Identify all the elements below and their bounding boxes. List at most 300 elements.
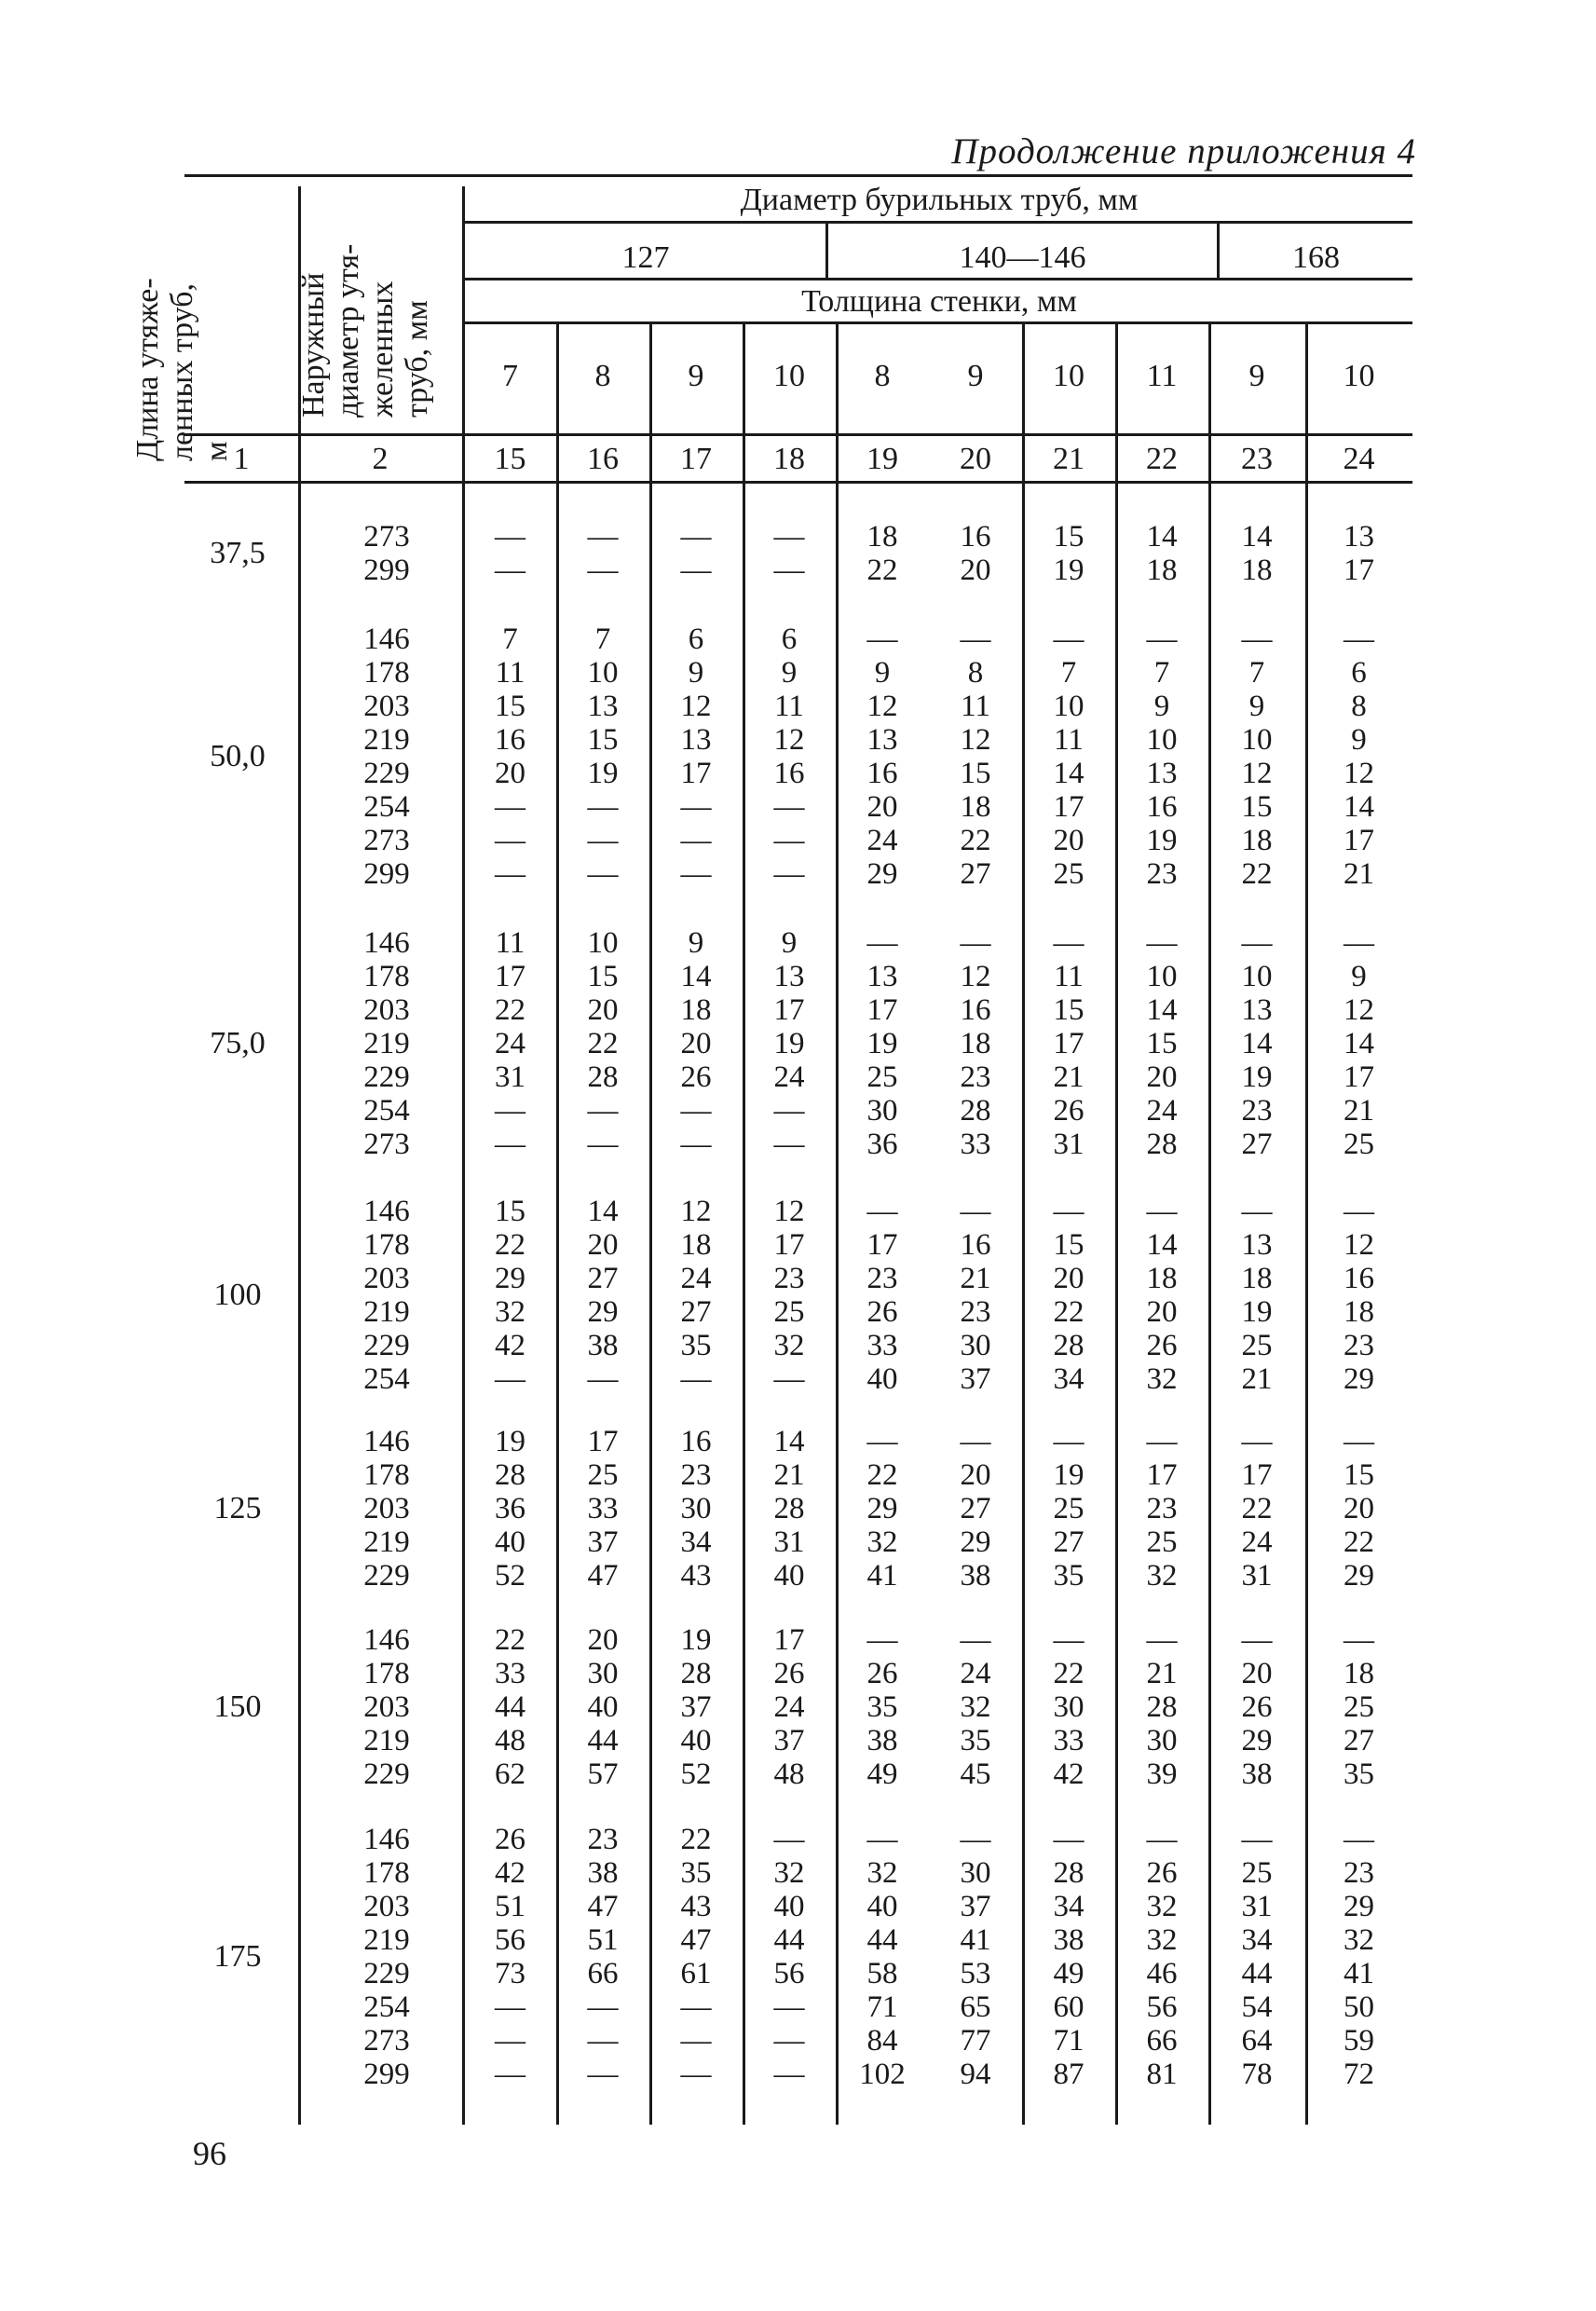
table-value: 56: [773, 1957, 805, 1990]
table-value: 58: [866, 1957, 898, 1990]
table-value: 44: [495, 1690, 525, 1724]
table-value: 18: [866, 520, 898, 554]
table-value: 20: [1146, 1295, 1178, 1329]
rule-wall: [464, 321, 1412, 324]
table-value: 77: [960, 2024, 991, 2058]
value-cell: [836, 1425, 929, 1593]
diameter-value: 299: [363, 2058, 410, 2091]
col-number-5: 18: [773, 442, 805, 476]
table-value: 12: [1344, 993, 1374, 1027]
table-value: 31: [773, 1525, 805, 1559]
table-value: 18: [1241, 1262, 1273, 1295]
table-value: 14: [1344, 790, 1374, 824]
table-value: 25: [1344, 1128, 1374, 1161]
value-cell: [743, 1823, 836, 2091]
table-value: 28: [587, 1060, 619, 1094]
table-value: 10: [1053, 690, 1084, 723]
table-value: 25: [1146, 1525, 1178, 1559]
table-value: 22: [866, 554, 898, 587]
table-value: —: [1344, 622, 1374, 656]
table-value: —: [1241, 622, 1273, 656]
table-value: 65: [960, 1990, 991, 2024]
value-cell: [1208, 622, 1305, 891]
table-value: 34: [1053, 1362, 1084, 1396]
value-cell: [836, 622, 929, 891]
table-value: 24: [495, 1027, 525, 1060]
table-value: 34: [680, 1525, 712, 1559]
table-value: —: [866, 1823, 898, 1856]
table-value: 38: [1053, 1923, 1084, 1957]
table-value: 15: [1053, 1228, 1084, 1262]
table-value: 23: [680, 1458, 712, 1492]
table-value: 23: [773, 1262, 805, 1295]
table-value: 10: [1241, 723, 1273, 757]
table-value: 11: [495, 656, 525, 690]
table-value: 18: [680, 1228, 712, 1262]
table-value: 29: [587, 1295, 619, 1329]
col1-title: Длина утяже- ленных труб, м: [130, 278, 234, 461]
rule-top: [184, 174, 1412, 177]
table-value: 23: [1146, 857, 1178, 891]
table-value: 21: [1146, 1657, 1178, 1690]
table-value: 42: [495, 1856, 525, 1890]
table-value: 30: [866, 1094, 898, 1128]
value-cell: [743, 1425, 836, 1593]
wall-2: 9: [688, 359, 704, 393]
rule-colnum: [184, 481, 1412, 484]
diameter-value: 273: [363, 2024, 410, 2058]
diameter-value: 178: [363, 656, 410, 690]
table-value: 24: [960, 1657, 991, 1690]
table-value: 17: [495, 960, 525, 993]
table-value: 22: [1241, 1492, 1273, 1525]
table-value: —: [495, 1990, 525, 2024]
table-value: 14: [1146, 993, 1178, 1027]
diameter-value: 229: [363, 1957, 410, 1990]
table-value: 24: [773, 1060, 805, 1094]
table-value: 38: [587, 1329, 619, 1362]
table-value: 31: [1241, 1890, 1273, 1923]
col-number-2: 15: [494, 442, 526, 476]
wall-7: 11: [1146, 359, 1178, 393]
table-value: 37: [587, 1525, 619, 1559]
table-value: 20: [587, 1623, 619, 1657]
value-cell: [464, 926, 556, 1161]
table-value: 7: [594, 622, 611, 656]
table-value: 21: [1344, 857, 1374, 891]
table-value: 13: [1241, 993, 1273, 1027]
table-value: 13: [680, 723, 712, 757]
wall-title: Толщина стенки, мм: [801, 284, 1077, 319]
table-value: 20: [960, 554, 991, 587]
table-value: —: [773, 1990, 805, 2024]
table-value: 17: [1344, 1060, 1374, 1094]
length-cell: 150: [213, 1689, 262, 1724]
table-value: 20: [495, 757, 525, 790]
diameter-value: 273: [363, 1128, 410, 1161]
diameter-value: 203: [363, 690, 410, 723]
value-cell: [743, 1195, 836, 1396]
table-value: 29: [866, 1492, 898, 1525]
table-value: 52: [495, 1559, 525, 1593]
table-value: 17: [773, 1228, 805, 1262]
table-value: 28: [1053, 1329, 1084, 1362]
table-value: 26: [1146, 1856, 1178, 1890]
table-value: 27: [960, 1492, 991, 1525]
value-cell: [743, 1623, 836, 1791]
table-value: 20: [1146, 1060, 1178, 1094]
table-value: 32: [1146, 1890, 1178, 1923]
value-cell: [556, 926, 649, 1161]
table-value: 62: [495, 1757, 525, 1791]
diameter-cell: [335, 622, 438, 891]
table-value: 57: [587, 1757, 619, 1791]
table-value: 15: [495, 690, 525, 723]
wall-0: 7: [502, 359, 518, 393]
table-value: 20: [587, 993, 619, 1027]
table-value: 31: [495, 1060, 525, 1094]
diameter-value: 229: [363, 1757, 410, 1791]
table-value: —: [960, 1425, 991, 1458]
value-cell: [929, 926, 1022, 1161]
table-value: 54: [1241, 1990, 1273, 2024]
wall-6: 10: [1053, 359, 1084, 393]
diameter-value: 146: [363, 926, 410, 960]
wall-5: 9: [967, 359, 984, 393]
table-value: —: [680, 857, 712, 891]
table-value: —: [1344, 926, 1374, 960]
table-value: 40: [587, 1690, 619, 1724]
value-cell: [1022, 926, 1115, 1161]
table-value: 10: [1241, 960, 1273, 993]
table-value: 20: [1241, 1657, 1273, 1690]
table-value: 16: [1344, 1262, 1374, 1295]
table-value: 48: [495, 1724, 525, 1757]
table-value: 42: [495, 1329, 525, 1362]
table-value: 49: [1053, 1957, 1084, 1990]
table-value: 22: [680, 1823, 712, 1856]
table-value: 15: [1053, 520, 1084, 554]
col-number-8: 21: [1053, 442, 1084, 476]
diameter-value: 178: [363, 1657, 410, 1690]
diameter-value: 254: [363, 790, 410, 824]
table-value: 27: [1344, 1724, 1374, 1757]
table-value: 25: [773, 1295, 805, 1329]
table-value: 20: [1053, 1262, 1084, 1295]
length-cell: 75,0: [210, 1026, 266, 1060]
table-value: 33: [960, 1128, 991, 1161]
table-value: —: [1053, 1195, 1084, 1228]
table-value: —: [1241, 926, 1273, 960]
table-value: —: [1344, 1823, 1374, 1856]
table-value: —: [1241, 1425, 1273, 1458]
table-value: 81: [1146, 2058, 1178, 2091]
table-value: 44: [773, 1923, 805, 1957]
table-value: 16: [960, 520, 991, 554]
table-value: 20: [1344, 1492, 1374, 1525]
table-value: 19: [680, 1623, 712, 1657]
diameter-value: 219: [363, 723, 410, 757]
table-value: 11: [774, 690, 804, 723]
table-value: —: [587, 1094, 619, 1128]
table-value: —: [960, 1823, 991, 1856]
table-value: 19: [1241, 1295, 1273, 1329]
table-value: 30: [587, 1657, 619, 1690]
value-cell: [556, 1425, 649, 1593]
table-value: 19: [1053, 1458, 1084, 1492]
table-value: 56: [1146, 1990, 1178, 2024]
value-cell: [649, 1823, 743, 2091]
table-value: 12: [1344, 1228, 1374, 1262]
col-number-4: 17: [680, 442, 712, 476]
table-value: —: [1053, 1425, 1084, 1458]
value-cell: [1305, 1623, 1412, 1791]
diameter-value: 203: [363, 1492, 410, 1525]
table-value: 26: [1241, 1690, 1273, 1724]
table-value: 16: [866, 757, 898, 790]
diameter-value: 219: [363, 1295, 410, 1329]
table-value: 22: [495, 1623, 525, 1657]
table-value: 12: [773, 1195, 805, 1228]
table-value: 23: [1344, 1856, 1374, 1890]
table-value: 31: [1053, 1128, 1084, 1161]
table-value: 44: [866, 1923, 898, 1957]
value-cell: [1115, 926, 1208, 1161]
table-value: 24: [773, 1690, 805, 1724]
table-value: 38: [1241, 1757, 1273, 1791]
table-value: —: [587, 2058, 619, 2091]
diameter-value: 203: [363, 1890, 410, 1923]
table-value: 33: [495, 1657, 525, 1690]
table-value: 87: [1053, 2058, 1084, 2091]
diameter-value: 146: [363, 622, 410, 656]
col-number-10: 23: [1241, 442, 1273, 476]
table-value: —: [773, 554, 805, 587]
table-value: 84: [866, 2024, 898, 2058]
diameter-value: 219: [363, 1724, 410, 1757]
table-value: —: [1241, 1823, 1273, 1856]
table-value: 23: [960, 1295, 991, 1329]
table-value: 26: [773, 1657, 805, 1690]
table-value: 22: [1053, 1295, 1084, 1329]
table-value: 24: [680, 1262, 712, 1295]
table-value: —: [1241, 1623, 1273, 1657]
value-cell: [556, 520, 649, 587]
length-cell: 175: [213, 1939, 262, 1974]
table-value: —: [866, 926, 898, 960]
value-cell: [929, 520, 1022, 587]
wall-4: 8: [874, 359, 891, 393]
table-value: —: [773, 1128, 805, 1161]
table-value: 28: [1146, 1128, 1178, 1161]
col-number-9: 22: [1146, 442, 1178, 476]
table-value: —: [1146, 1623, 1178, 1657]
table-value: 34: [1053, 1890, 1084, 1923]
table-value: 27: [587, 1262, 619, 1295]
value-cell: [836, 520, 929, 587]
table-value: —: [960, 1195, 991, 1228]
table-value: 10: [587, 656, 619, 690]
table-value: 25: [587, 1458, 619, 1492]
table-value: 66: [1146, 2024, 1178, 2058]
table-value: 32: [866, 1856, 898, 1890]
diameter-value: 178: [363, 1856, 410, 1890]
table-value: —: [1241, 1195, 1273, 1228]
diameter-value: 146: [363, 1195, 410, 1228]
table-value: 53: [960, 1957, 991, 1990]
table-value: 12: [1241, 757, 1273, 790]
table-value: 17: [773, 993, 805, 1027]
table-value: 35: [1053, 1559, 1084, 1593]
table-value: —: [587, 857, 619, 891]
table-value: 26: [1146, 1329, 1178, 1362]
table-value: 32: [1146, 1923, 1178, 1957]
table-value: 22: [1241, 857, 1273, 891]
value-cell: [464, 622, 556, 891]
table-value: 12: [773, 723, 805, 757]
table-value: 18: [1344, 1657, 1374, 1690]
table-value: 13: [1241, 1228, 1273, 1262]
table-value: 14: [1053, 757, 1084, 790]
table-value: 48: [773, 1757, 805, 1791]
value-cell: [1115, 622, 1208, 891]
table-value: 16: [1146, 790, 1178, 824]
table-value: 37: [960, 1890, 991, 1923]
table-value: —: [1146, 926, 1178, 960]
value-cell: [649, 1195, 743, 1396]
value-cell: [1022, 622, 1115, 891]
table-value: 44: [587, 1724, 619, 1757]
table-value: 20: [866, 790, 898, 824]
table-value: 31: [1241, 1559, 1273, 1593]
table-value: 15: [495, 1195, 525, 1228]
table-value: —: [495, 824, 525, 857]
table-value: —: [587, 1362, 619, 1396]
value-cell: [836, 1823, 929, 2091]
table-value: —: [866, 1425, 898, 1458]
table-value: 28: [773, 1492, 805, 1525]
table-value: 29: [866, 857, 898, 891]
table-value: 36: [495, 1492, 525, 1525]
table-value: 40: [495, 1525, 525, 1559]
table-value: —: [960, 926, 991, 960]
value-cell: [556, 1823, 649, 2091]
table-value: —: [1053, 926, 1084, 960]
table-value: 39: [1146, 1757, 1178, 1791]
diameter-cell: [335, 1823, 438, 2091]
table-value: —: [587, 520, 619, 554]
table-value: 9: [781, 926, 798, 960]
table-value: 16: [680, 1425, 712, 1458]
diameter-value: 178: [363, 1458, 410, 1492]
diameter-value: 146: [363, 1623, 410, 1657]
table-value: —: [495, 1362, 525, 1396]
diameter-value: 273: [363, 520, 410, 554]
wall-8: 9: [1248, 359, 1265, 393]
table-value: 16: [495, 723, 525, 757]
table-value: 29: [495, 1262, 525, 1295]
table-value: 66: [587, 1957, 619, 1990]
table-value: 17: [587, 1425, 619, 1458]
table-value: 16: [960, 1228, 991, 1262]
length-cell: 50,0: [210, 739, 266, 773]
diameter-value: 203: [363, 993, 410, 1027]
value-cell: [1305, 622, 1412, 891]
table-value: 26: [866, 1295, 898, 1329]
caption: Продолжение приложения 4: [951, 131, 1416, 171]
table-value: —: [680, 1094, 712, 1128]
table-value: 17: [680, 757, 712, 790]
table-value: 13: [1344, 520, 1374, 554]
table-value: 28: [680, 1657, 712, 1690]
table-value: 15: [960, 757, 991, 790]
table-value: 14: [587, 1195, 619, 1228]
diameter-value: 219: [363, 1525, 410, 1559]
table-value: 71: [866, 1990, 898, 2024]
table-value: 40: [773, 1559, 805, 1593]
table-value: 41: [866, 1559, 898, 1593]
table-value: 13: [866, 723, 898, 757]
table-value: 28: [495, 1458, 525, 1492]
value-cell: [1022, 1823, 1115, 2091]
table-value: 23: [866, 1262, 898, 1295]
value-cell: [464, 1823, 556, 2091]
col-number-0: 1: [233, 442, 250, 476]
col-number-3: 16: [587, 442, 619, 476]
table-value: 14: [1241, 520, 1273, 554]
table-value: 7: [502, 622, 518, 656]
table-value: 71: [1053, 2024, 1084, 2058]
table-value: 37: [680, 1690, 712, 1724]
table-value: 18: [960, 790, 991, 824]
table-value: 78: [1241, 2058, 1273, 2091]
table-value: 21: [960, 1262, 991, 1295]
value-cell: [1115, 1823, 1208, 2091]
table-value: —: [1053, 1823, 1084, 1856]
table-value: 60: [1053, 1990, 1084, 2024]
table-value: 11: [1054, 723, 1084, 757]
table-value: 16: [773, 757, 805, 790]
table-value: —: [680, 2058, 712, 2091]
diameter-value: 273: [363, 824, 410, 857]
table-value: —: [587, 1990, 619, 2024]
table-value: 50: [1344, 1990, 1374, 2024]
diameter-value: 178: [363, 960, 410, 993]
diameter-value: 299: [363, 857, 410, 891]
value-cell: [1208, 1425, 1305, 1593]
table-value: —: [495, 2058, 525, 2091]
diameter-cell: [335, 520, 438, 587]
table-value: —: [1053, 622, 1084, 656]
table-value: 51: [587, 1923, 619, 1957]
table-value: 9: [1153, 690, 1170, 723]
table-value: 47: [587, 1890, 619, 1923]
table-value: 47: [587, 1559, 619, 1593]
table-value: 15: [587, 960, 619, 993]
table-value: —: [773, 824, 805, 857]
table-value: 13: [773, 960, 805, 993]
table-value: —: [960, 1623, 991, 1657]
table-value: 15: [1146, 1027, 1178, 1060]
table-value: —: [587, 790, 619, 824]
value-cell: [464, 520, 556, 587]
table-value: 8: [967, 656, 984, 690]
table-value: 26: [866, 1657, 898, 1690]
table-value: —: [1344, 1425, 1374, 1458]
table-value: 9: [688, 926, 704, 960]
table-value: 15: [1241, 790, 1273, 824]
table-value: —: [773, 520, 805, 554]
